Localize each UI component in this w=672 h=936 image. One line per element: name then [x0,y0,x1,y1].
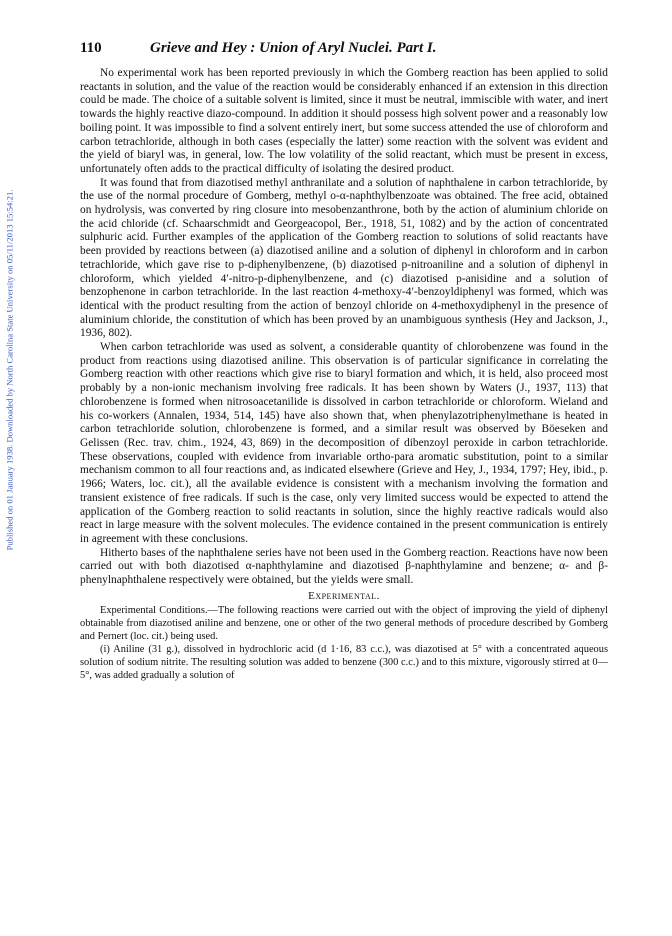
journal-page [80,40,608,682]
paragraph-methyl-anthranilate: It was found that from diazotised methyl anthranilate and a solution of naphthalene in carbon tetrachloride, by the use of the normal procedure of Gomberg, methyl o-α-naphthylbenzoate was obtained. The free acid, obtained on hydrolysis, was converted by ring closure into mesobenzanthrone, both by the action of aluminium chloride on the acid chloride (cf. Schaarschmidt and Georgeacopol, Ber., 1918, 51, 1082) and by the action of concentrated sulphuric acid. Further examples of the application of the Gomberg reaction to solutions of solid reactants have been provided by reactions between (a) diazotised aniline and a solution of diphenyl in chloroform and in carbon tetrachloride, which gave rise to p-diphenylbenzene, (b) diazotised p-nitroaniline and a solution of diphenyl in chloroform, which yielded 4′-nitro-p-diphenylbenzene, and (c) diazotised p-anisidine and a solution of benzophenone in carbon tetrachloride. In the last reaction 4-methoxy-4′-benzoyldiphenyl was formed, which was identical with the product resulting from the action of benzoyl chloride on 4-methoxydiphenyl in the presence of aluminium chloride, the constitution of which has been proved by an unambiguous synthesis (Hey and Jackson, J., 1936, 802). [80,176,608,340]
running-title: Grieve and Hey : Union of Aryl Nuclei. Part I. [150,40,437,56]
paragraph-intro: No experimental work has been reported previously in which the Gomberg reaction has been applied to solid reactants in solution, and the value of the reaction would be considerably enhanced if an extension in this direction could be made. The choice of a suitable solvent is limited, since it must be neutral, immiscible with water, and inert towards the highly reactive diazo-compound. In addition it should possess high solvent power and a reasonably low boiling point. It was impossible to find a solvent entirely inert, but some success attended the use of chloroform and carbon tetrachloride, although in both cases (especially the latter) some reaction with the solvent was evident and the yield of biaryl was, in general, low. The low volatility of the solid reactant, which must be present in excess, unfortunately often adds to the practical difficulty of isolating the desired product. [80,67,608,175]
article-body [80,67,608,682]
paragraph-carbon-tetrachloride: When carbon tetrachloride was used as solvent, a considerable quantity of chlorobenzene was found in the product from reactions using diazotised aniline. This observation is of particular significance in correlating the Gomberg reaction with other reactions which give rise to biaryl formation and which, it is held, also proceed most probably by a non-ionic mechanism involving free radicals. It has been shown by Waters (J., 1937, 113) that chlorobenzene is formed when nitrosoacetanilide is dissolved in carbon tetrachloride or chloroform. Wieland and his co-workers (Annalen, 1934, 514, 145) have also shown that, when phenylazotriphenylmethane is heated in carbon tetrachloride solution, chlorobenzene is formed, and a similar result was observed by Böeseken and Gelissen (Rec. trav. chim., 1924, 43, 869) in the decomposition of dibenzoyl peroxide in carbon tetrachloride. These observations, coupled with evidence from invariable ortho-para aromatic substitution, point to a similar mechanism common to all four reactions and, as indicated elsewhere (Grieve and Hey, J., 1934, 1797; Hey, ibid., p. 1966; Waters, loc. cit.), all the available evidence is consistent with a mechanism involving the formation and transient existence of free radicals. If such is the case, only very limited success would be expected to attend the application of the Gomberg reaction to solid reactants in solution, since the highly reactive radicals would also react in large measure with the solvent molecules. The evidence contained in the present communication is entirely in agreement with these conclusions. [80,341,608,545]
download-watermark [0,130,18,610]
paragraph-procedure-i: (i) Aniline (31 g.), dissolved in hydrochloric acid (d 1·16, 83 c.c.), was diazotised at 5° with a concentrated aqueous solution of sodium nitrite. The resulting solution was added to benzene (300 c.c.) and to this mixture, vigorously stirred at 0—5°, was added gradually a solution of [80,644,608,682]
paragraph-naphthalene-bases: Hitherto bases of the naphthalene series have not been used in the Gomberg reaction. Reactions have now been carried out with both diazotised α-naphthylamine and diazotised β-naphthylamine and benzene; α- and β-phenylnaphthalene respectively were obtained, but the yields were small. [80,546,608,587]
page-header [80,40,608,57]
download-watermark-text: Published on 01 January 1938. Downloaded by North Carolina State University on 05/11/2013 15:54:21. [4,189,15,551]
page-number: 110 [80,40,102,56]
section-heading-experimental: Experimental. [308,589,380,602]
paragraph-experimental-conditions: Experimental Conditions.—The following reactions were carried out with the object of improving the yield of diphenyl obtainable from diazotised aniline and benzene, one or other of the two general methods of procedure described by Gomberg and Pernert (loc. cit.) being used. [80,605,608,643]
